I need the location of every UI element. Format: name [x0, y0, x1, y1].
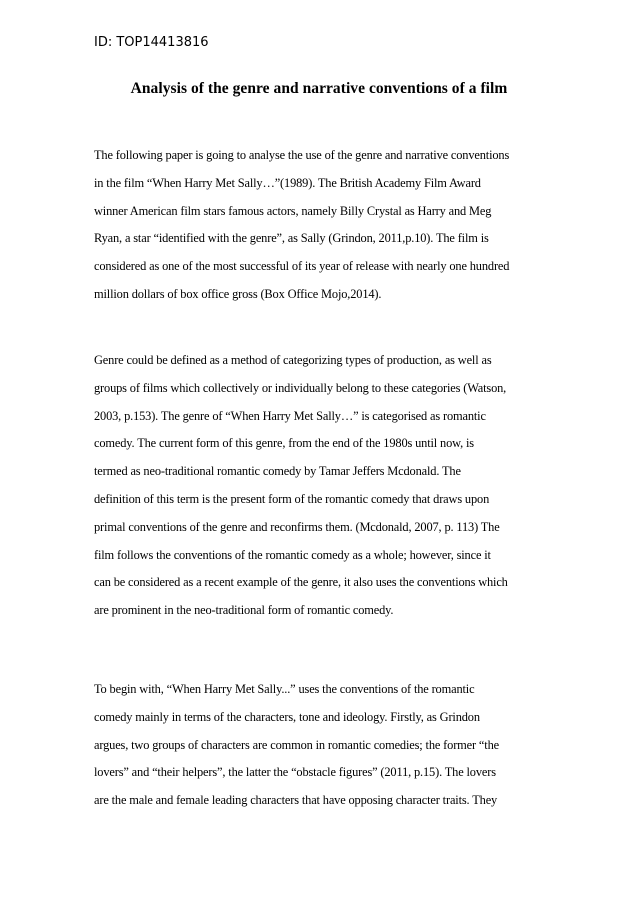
text-line: million dollars of box office gross (Box Office Mojo,2014). [94, 286, 382, 301]
paragraph-3 [94, 676, 544, 815]
text-line: Ryan, a star “identified with the genre”, as Sally (Grindon, 2011,p.10). The film is [94, 231, 489, 246]
text-line: 2003, p.153). The genre of “When Harry Met Sally…” is categorised as romantic [94, 408, 486, 423]
text-line: considered as one of the most successful of its year of release with nearly one hundred [94, 259, 510, 274]
text-line: winner American film stars famous actors, namely Billy Crystal as Harry and Meg [94, 203, 492, 218]
paragraph-1 [94, 142, 544, 309]
text-line: argues, two groups of characters are common in romantic comedies; the former “the [94, 737, 499, 752]
text-line: comedy. The current form of this genre, from the end of the 1980s until now, is [94, 436, 474, 451]
text-line: primal conventions of the genre and reconfirms them. (Mcdonald, 2007, p. 113) The [94, 519, 500, 534]
text-line: The following paper is going to analyse the use of the genre and narrative conventions [94, 148, 510, 162]
text-line: can be considered as a recent example of the genre, it also uses the conventions which [94, 575, 508, 590]
text-line: termed as neo-traditional romantic comedy by Tamar Jeffers Mcdonald. The [94, 464, 461, 479]
text-line: are prominent in the neo-traditional form of romantic comedy. [94, 603, 394, 618]
document-id: ID: TOP14413816 [94, 35, 209, 50]
paragraph-2 [94, 347, 544, 625]
text-line: are the male and female leading characters that have opposing character traits. They [94, 793, 498, 808]
text-line: comedy mainly in terms of the characters, tone and ideology. Firstly, as Grindon [94, 709, 480, 724]
text-line: lovers” and “their helpers”, the latter the “obstacle figures” (2011, p.15). The lovers [94, 765, 496, 780]
text-line: definition of this term is the present form of the romantic comedy that draws upon [94, 491, 490, 506]
text-line: Genre could be defined as a method of categorizing types of production, as well as [94, 353, 492, 367]
text-line: To begin with, “When Harry Met Sally...” uses the conventions of the romantic [94, 682, 475, 696]
text-line: groups of films which collectively or individually belong to these categories (Watson, [94, 380, 507, 395]
document-title: Analysis of the genre and narrative conventions of a film [130, 80, 508, 97]
text-line: film follows the conventions of the romantic comedy as a whole; however, since it [94, 547, 491, 562]
text-line: in the film “When Harry Met Sally…”(1989). The British Academy Film Award [94, 175, 481, 190]
